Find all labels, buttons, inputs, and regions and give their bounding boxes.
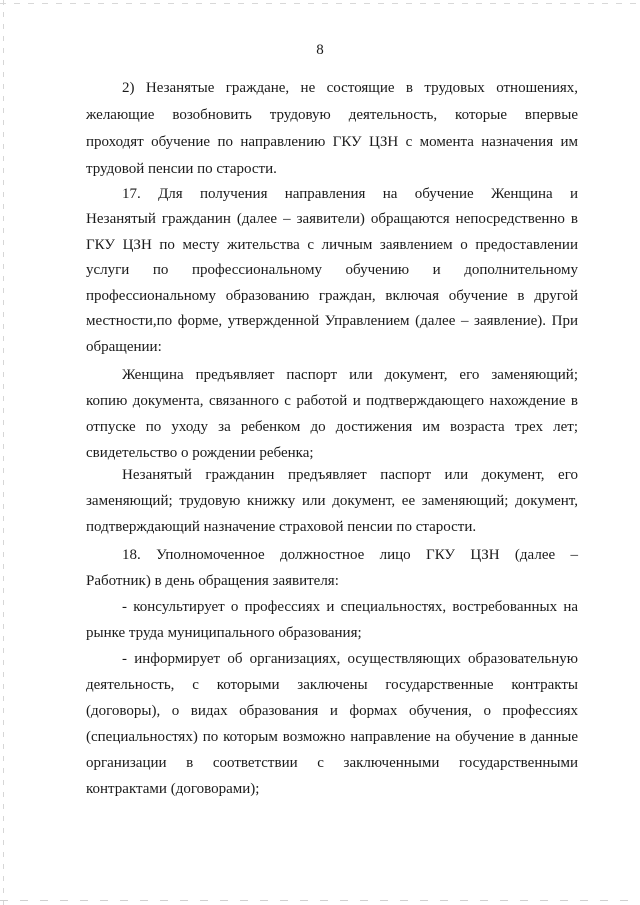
text-line: - информирует об организациях, осуществляющих образовательную [122,651,578,667]
scan-edge-bottom [0,900,640,901]
text-line: деятельность, с которыми заключены государственные контракты [86,677,578,693]
text-line: профессиональному образованию граждан, включая обучение в другой [86,288,578,304]
text-line: проходят обучение по направлению ГКУ ЦЗН с момента назначения им [86,134,578,150]
page-number: 8 [316,42,324,58]
text-line: местности,по форме, утвержденной Управлением (далее – заявление). При [86,313,578,329]
text-line: обращении: [86,339,162,355]
text-line: трудовой пенсии по старости. [86,161,277,177]
text-line: рынке труда муниципального образования; [86,625,362,641]
text-line: контрактами (договорами); [86,781,260,797]
text-line: организации в соответствии с заключенными государственными [86,755,578,771]
text-line: Женщина предъявляет паспорт или документ, его заменяющий; [122,367,578,383]
scan-edge-left [3,0,4,905]
text-line: заменяющий; трудовую книжку или документ, ее заменяющий; документ, [86,493,578,509]
text-line: ГКУ ЦЗН по месту жительства с личным заявлением о предоставлении [86,237,578,253]
text-line: - консультирует о профессиях и специальностях, востребованных на [122,599,578,615]
text-line: Незанятый гражданин предъявляет паспорт или документ, его [122,467,578,483]
text-line: 18. Уполномоченное должностное лицо ГКУ ЦЗН (далее – [122,547,578,563]
text-line: отпуске по уходу за ребенком до достижения им возраста трех лет; [86,419,578,435]
text-line: 2) Незанятые граждане, не состоящие в трудовых отношениях, [122,80,578,96]
text-line: услуги по профессиональному обучению и дополнительному [86,262,578,278]
text-line: копию документа, связанного с работой и подтверждающего нахождение в [86,393,578,409]
text-line: Незанятый гражданин (далее – заявители) обращаются непосредственно в [86,211,578,227]
text-line: Работник) в день обращения заявителя: [86,573,339,589]
text-line: (специальностях) по которым возможно направление на обучение в данные [86,729,578,745]
text-line: свидетельство о рождении ребенка; [86,445,314,461]
text-line: (договоры), о видах образования и формах обучения, о профессиях [86,703,578,719]
text-line: 17. Для получения направления на обучение Женщина и [122,186,578,202]
text-line: подтверждающий назначение страховой пенсии по старости. [86,519,477,535]
scan-edge-top [0,3,640,4]
text-line: желающие возобновить трудовую деятельность, которые впервые [86,107,578,123]
